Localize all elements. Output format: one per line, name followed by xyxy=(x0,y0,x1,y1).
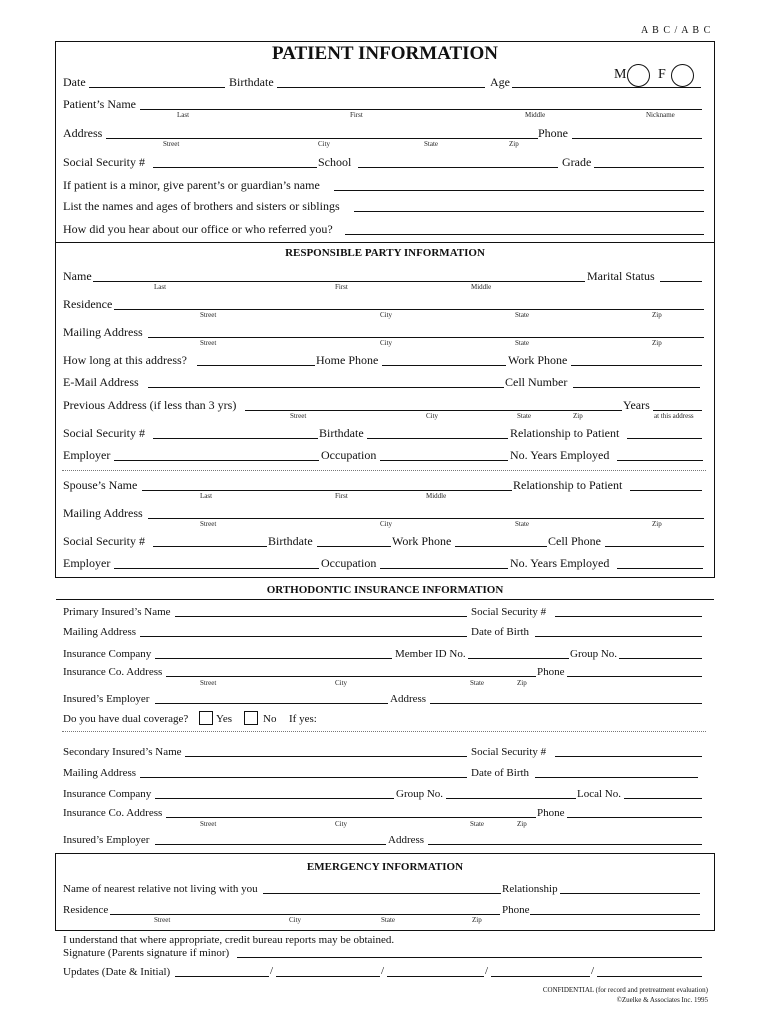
sp-cell-label: Cell Phone xyxy=(548,534,601,548)
sp-birthdate-field[interactable] xyxy=(317,546,391,547)
relative-label: Name of nearest relative not living with you xyxy=(63,883,258,895)
slash: / xyxy=(270,965,274,977)
ins2-phone-field[interactable] xyxy=(567,817,702,818)
male-circle[interactable] xyxy=(627,64,650,87)
marital-field[interactable] xyxy=(660,281,702,282)
rp-years-employed-label: No. Years Employed xyxy=(510,448,610,462)
ins-employer-label: Insured’s Employer xyxy=(63,693,150,705)
rp-relationship-field[interactable] xyxy=(627,438,702,439)
rp-mailing-field[interactable] xyxy=(148,337,704,338)
address-field[interactable] xyxy=(106,138,538,139)
sub-label: Last xyxy=(200,492,213,500)
local-field[interactable] xyxy=(624,798,702,799)
ins2-company-label: Insurance Company xyxy=(63,788,152,800)
prev-address-label: Previous Address (if less than 3 yrs) xyxy=(63,398,237,412)
guardian-field[interactable] xyxy=(334,190,704,191)
date-field[interactable] xyxy=(89,87,225,88)
form-code: A B C / A B C xyxy=(641,25,712,36)
ins2-ssn-field[interactable] xyxy=(555,756,702,757)
page-title: PATIENT INFORMATION xyxy=(271,43,499,64)
sp-employer-field[interactable] xyxy=(114,568,319,569)
sub-label: City xyxy=(380,311,393,319)
spouse-relationship-field[interactable] xyxy=(630,490,702,491)
sp-mailing-label: Mailing Address xyxy=(63,506,143,520)
work-phone-field[interactable] xyxy=(571,365,702,366)
rp-mailing-label: Mailing Address xyxy=(63,325,143,339)
sub-label: City xyxy=(335,820,348,828)
section-divider xyxy=(56,242,714,243)
years-label: Years xyxy=(623,398,650,412)
sub-label: State xyxy=(515,520,529,528)
referral-field[interactable] xyxy=(345,234,704,235)
sp-occupation-field[interactable] xyxy=(380,568,508,569)
ins-phone-label: Phone xyxy=(537,666,565,678)
confidential-note: CONFIDENTIAL (for record and pretreatment evaluation) xyxy=(542,986,708,994)
update-field[interactable] xyxy=(387,976,484,977)
age-label: Age xyxy=(490,75,510,89)
sub-label: City xyxy=(289,916,302,924)
sub-label: Nickname xyxy=(646,111,675,119)
sub-label: Zip xyxy=(573,412,583,420)
if-yes-label: If yes: xyxy=(289,713,317,725)
sub-label: Zip xyxy=(509,140,519,148)
rp-birthdate-label: Birthdate xyxy=(319,426,364,440)
patient-name-label: Patient’s Name xyxy=(63,97,136,111)
sp-ssn-label: Social Security # xyxy=(63,534,145,548)
email-field[interactable] xyxy=(148,387,504,388)
sub-label: City xyxy=(335,679,348,687)
slash: / xyxy=(485,965,489,977)
how-long-label: How long at this address? xyxy=(63,353,187,367)
em-phone-field[interactable] xyxy=(530,914,700,915)
sp-ssn-field[interactable] xyxy=(153,546,267,547)
female-label: F xyxy=(658,67,666,82)
ins-phone-field[interactable] xyxy=(567,676,702,677)
rp-occupation-label: Occupation xyxy=(321,448,377,462)
spouse-relationship-label: Relationship to Patient xyxy=(513,478,623,492)
home-phone-label: Home Phone xyxy=(316,353,379,367)
ins2-phone-label: Phone xyxy=(537,807,565,819)
ins-address-field[interactable] xyxy=(430,703,702,704)
sub-label: Street xyxy=(200,679,217,687)
ins-employer-field[interactable] xyxy=(155,703,388,704)
ins-address-label: Address xyxy=(390,693,427,705)
sp-cell-field[interactable] xyxy=(605,546,704,547)
ins2-company-field[interactable] xyxy=(155,798,394,799)
primary-insured-label: Primary Insured’s Name xyxy=(63,606,171,618)
ins-co-address-label: Insurance Co. Address xyxy=(63,666,163,678)
sub-label: Zip xyxy=(652,339,662,347)
ssn-label: Social Security # xyxy=(63,155,145,169)
spouse-label: Spouse’s Name xyxy=(63,478,138,492)
ins2-group-label: Group No. xyxy=(396,788,444,800)
slash: / xyxy=(381,965,385,977)
member-id-field[interactable] xyxy=(468,658,569,659)
ins2-address-field[interactable] xyxy=(428,844,702,845)
referral-label: How did you hear about our office or who referred you? xyxy=(63,222,333,236)
member-id-label: Member ID No. xyxy=(395,648,466,660)
ssn-field[interactable] xyxy=(153,167,317,168)
sub-label: First xyxy=(335,492,348,500)
ins2-ssn-label: Social Security # xyxy=(471,746,547,758)
ins-dob-label: Date of Birth xyxy=(471,626,530,638)
em-relationship-label: Relationship xyxy=(502,883,558,895)
sub-label: State xyxy=(470,679,484,687)
sub-label: at this address xyxy=(654,412,694,420)
rp-birthdate-field[interactable] xyxy=(367,438,508,439)
dotted-divider xyxy=(62,731,706,732)
rp-occupation-field[interactable] xyxy=(380,460,508,461)
update-field[interactable] xyxy=(175,976,269,977)
update-field[interactable] xyxy=(491,976,590,977)
sub-label: Last xyxy=(177,111,190,119)
sp-mailing-field[interactable] xyxy=(148,518,704,519)
updates-label: Updates (Date & Initial) xyxy=(63,966,171,978)
emergency-heading: EMERGENCY INFORMATION xyxy=(306,861,464,873)
sub-label: City xyxy=(380,339,393,347)
phone-field[interactable] xyxy=(572,138,702,139)
ins2-address-label: Address xyxy=(388,834,425,846)
male-label: M xyxy=(614,67,627,82)
rp-name-field[interactable] xyxy=(93,281,585,282)
em-residence-label: Residence xyxy=(63,904,109,916)
sub-label: Street xyxy=(200,820,217,828)
residence-field[interactable] xyxy=(114,309,704,310)
date-label: Date xyxy=(63,75,86,89)
sp-occupation-label: Occupation xyxy=(321,556,377,570)
rp-ssn-label: Social Security # xyxy=(63,426,145,440)
phone-label: Phone xyxy=(538,126,568,140)
sp-employer-label: Employer xyxy=(63,556,111,570)
sub-label: Street xyxy=(163,140,180,148)
ins2-co-address-field[interactable] xyxy=(166,817,536,818)
sub-label: State xyxy=(515,339,529,347)
group-field[interactable] xyxy=(619,658,702,659)
em-relationship-field[interactable] xyxy=(560,893,700,894)
secondary-insured-field[interactable] xyxy=(185,756,467,757)
age-field[interactable] xyxy=(512,87,701,88)
rp-name-label: Name xyxy=(63,269,92,283)
guardian-label: If patient is a minor, give parent’s or guardian’s name xyxy=(63,178,320,192)
ins2-employer-field[interactable] xyxy=(155,844,386,845)
sub-label: Zip xyxy=(652,311,662,319)
ins-company-label: Insurance Company xyxy=(63,648,152,660)
copyright: ©Zuelke & Associates Inc. 1995 xyxy=(616,996,708,1004)
sub-label: Middle xyxy=(525,111,546,119)
female-circle[interactable] xyxy=(671,64,694,87)
sp-work-phone-field[interactable] xyxy=(455,546,547,547)
dotted-divider xyxy=(62,470,706,471)
no-checkbox[interactable] xyxy=(244,711,258,725)
sub-label: Zip xyxy=(652,520,662,528)
em-residence-field[interactable] xyxy=(110,914,500,915)
school-label: School xyxy=(318,155,352,169)
sub-label: City xyxy=(318,140,331,148)
prev-address-field[interactable] xyxy=(245,410,622,411)
sub-label: City xyxy=(426,412,439,420)
ins-mailing-field[interactable] xyxy=(140,636,467,637)
residence-label: Residence xyxy=(63,297,113,311)
section-divider xyxy=(56,599,714,600)
birthdate-field[interactable] xyxy=(277,87,485,88)
sub-label: State xyxy=(470,820,484,828)
sp-birthdate-label: Birthdate xyxy=(268,534,313,548)
sub-label: State xyxy=(381,916,395,924)
sub-label: Last xyxy=(154,283,167,291)
grade-label: Grade xyxy=(562,155,592,169)
grade-field[interactable] xyxy=(594,167,704,168)
signature-label: Signature (Parents signature if minor) xyxy=(63,947,230,959)
siblings-label: List the names and ages of brothers and sisters or siblings xyxy=(63,199,340,213)
insurance-heading: ORTHODONTIC INSURANCE INFORMATION xyxy=(266,584,504,596)
yes-checkbox[interactable] xyxy=(199,711,213,725)
ins2-group-field[interactable] xyxy=(446,798,576,799)
sub-label: Zip xyxy=(472,916,482,924)
rp-relationship-label: Relationship to Patient xyxy=(510,426,620,440)
sp-work-phone-label: Work Phone xyxy=(392,534,452,548)
update-field[interactable] xyxy=(597,976,702,977)
sub-label: Street xyxy=(200,311,217,319)
cell-label: Cell Number xyxy=(505,375,568,389)
how-long-field[interactable] xyxy=(197,365,315,366)
responsible-heading: RESPONSIBLE PARTY INFORMATION xyxy=(285,247,485,259)
address-label: Address xyxy=(63,126,103,140)
rp-years-employed-field[interactable] xyxy=(617,460,703,461)
rp-employer-label: Employer xyxy=(63,448,111,462)
school-field[interactable] xyxy=(358,167,558,168)
rp-employer-field[interactable] xyxy=(114,460,319,461)
credit-notice: I understand that where appropriate, credit bureau reports may be obtained. xyxy=(63,934,395,946)
sp-years-employed-field[interactable] xyxy=(617,568,703,569)
rp-ssn-field[interactable] xyxy=(153,438,318,439)
email-label: E-Mail Address xyxy=(63,375,139,389)
dual-coverage-label: Do you have dual coverage? xyxy=(63,713,189,725)
em-phone-label: Phone xyxy=(502,904,530,916)
slash: / xyxy=(591,965,595,977)
ins2-employer-label: Insured’s Employer xyxy=(63,834,150,846)
ins-co-address-field[interactable] xyxy=(166,676,536,677)
patient-name-field[interactable] xyxy=(140,109,702,110)
ins-mailing-label: Mailing Address xyxy=(63,626,137,638)
sub-label: State xyxy=(517,412,531,420)
sub-label: City xyxy=(380,520,393,528)
siblings-field[interactable] xyxy=(354,211,704,212)
sub-label: Zip xyxy=(517,820,527,828)
spouse-field[interactable] xyxy=(142,490,512,491)
ins2-dob-label: Date of Birth xyxy=(471,767,530,779)
ins2-co-address-label: Insurance Co. Address xyxy=(63,807,163,819)
ins-ssn-field[interactable] xyxy=(555,616,702,617)
sub-label: Street xyxy=(200,339,217,347)
primary-insured-field[interactable] xyxy=(175,616,467,617)
sub-label: Zip xyxy=(517,679,527,687)
sub-label: Street xyxy=(290,412,307,420)
sub-label: State xyxy=(515,311,529,319)
secondary-insured-label: Secondary Insured’s Name xyxy=(63,746,182,758)
local-label: Local No. xyxy=(577,788,621,800)
sub-label: Street xyxy=(154,916,171,924)
ins-ssn-label: Social Security # xyxy=(471,606,547,618)
sp-years-employed-label: No. Years Employed xyxy=(510,556,610,570)
signature-field[interactable] xyxy=(237,957,702,958)
birthdate-label: Birthdate xyxy=(229,75,274,89)
sub-label: Middle xyxy=(471,283,492,291)
home-phone-field[interactable] xyxy=(382,365,506,366)
ins2-mailing-label: Mailing Address xyxy=(63,767,137,779)
sub-label: State xyxy=(424,140,438,148)
sub-label: First xyxy=(335,283,348,291)
ins2-dob-field[interactable] xyxy=(535,777,698,778)
yes-label: Yes xyxy=(216,713,233,725)
years-field[interactable] xyxy=(653,410,702,411)
no-label: No xyxy=(263,713,277,725)
relative-field[interactable] xyxy=(263,893,501,894)
cell-field[interactable] xyxy=(573,387,700,388)
update-field[interactable] xyxy=(276,976,380,977)
ins2-mailing-field[interactable] xyxy=(140,777,467,778)
marital-label: Marital Status xyxy=(587,269,655,283)
sub-label: Street xyxy=(200,520,217,528)
group-label: Group No. xyxy=(570,648,618,660)
sub-label: Middle xyxy=(426,492,447,500)
sub-label: First xyxy=(350,111,363,119)
ins-dob-field[interactable] xyxy=(535,636,702,637)
ins-company-field[interactable] xyxy=(155,658,392,659)
work-phone-label: Work Phone xyxy=(508,353,568,367)
